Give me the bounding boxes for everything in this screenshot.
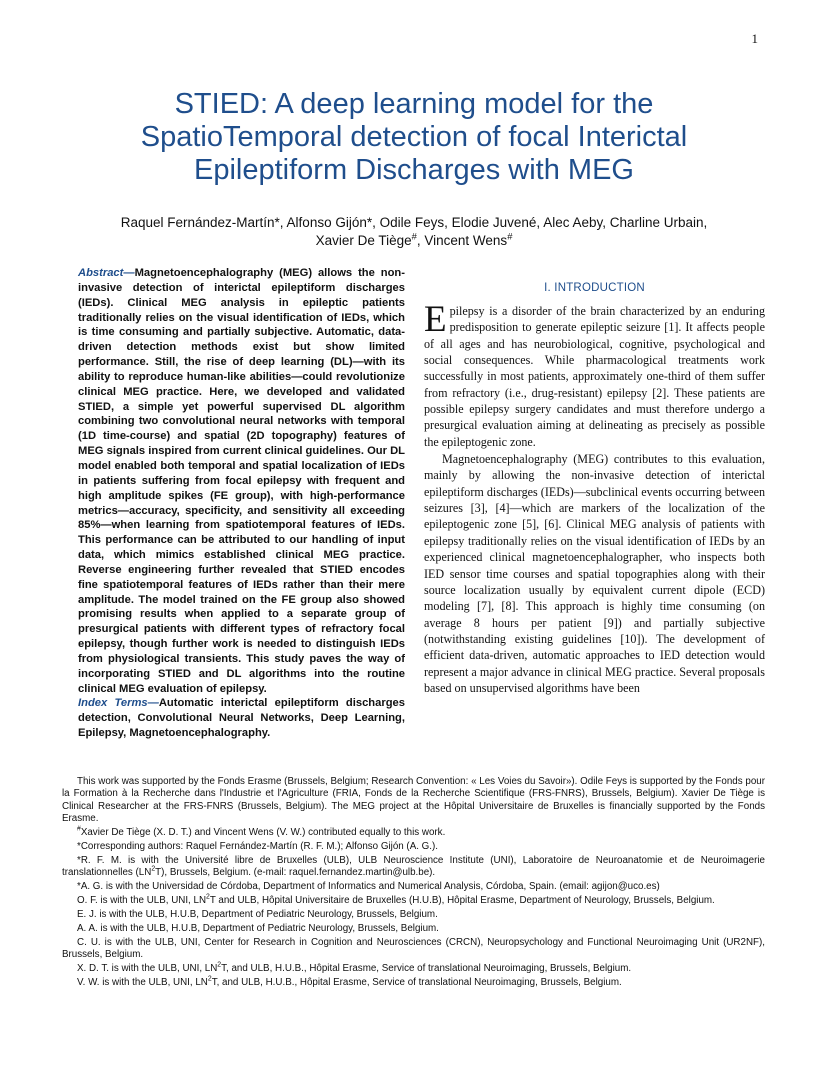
abstract: [78, 266, 405, 741]
footnote-affiliation-ag: *A. G. is with the Universidad de Córdoba, Department of Informatics and Numerical Analysis, Córdoba, Spain. (email: agijon@uco.es): [77, 881, 660, 893]
footnote-affiliation-cu: C. U. is with the ULB, UNI, Center for Research in Cognition and Neurosciences (CRCN), Neuropsychology and Functional Neuroimaging Unit (UR2NF), Brussels, Belgium.: [62, 936, 765, 961]
footnote-affiliation-ej: E. J. is with the ULB, H.U.B, Department of Pediatric Neurology, Brussels, Belgium.: [77, 909, 438, 921]
footnote-affiliation-xdt: [62, 963, 765, 975]
superscript: 2: [207, 975, 212, 983]
affiliation-text: T, and ULB, H.U.B., Hôpital Erasme, Service of translational Neuroimaging, Brussels, Belgium.: [211, 977, 622, 989]
footnote-affiliation-aa: A. A. is with the ULB, H.U.B, Department of Pediatric Neurology, Brussels, Belgium.: [77, 922, 439, 934]
title-line-1: STIED: A deep learning model for the: [174, 88, 654, 120]
page-number: 1: [751, 31, 758, 46]
abstract-text: Magnetoencephalography (MEG) allows the non-invasive detection of interictal epileptiform discharges (IEDs). Clinical MEG analysis in epileptic patients traditionally relies on the visual identification of IEDs, which is time consuming and partially subjective. Automatic, data-driven detection methods exist but show limited performance. Still, the rise of deep learning (DL)—with its ability to reproduce human-like abilities—could revolutionize clinical MEG practice. Here, we developed and validated STIED, a simple yet powerful supervised DL algorithm combining two convolutional neural networks with temporal (1D time-course) and spatial (2D topography) features of MEG signals inspired from current clinical guidelines. Our DL model enabled both temporal and spatial localization of IEDs in patients suffering from focal epilepsy with frequent and high amplitude spikes (FE group), with high-performance metrics—accuracy, specificity, and sensitivity all exceeding 85%—when learning from spatiotemporal features of IEDs. This performance can be attributed to our handling of input data, which mimics established clinical MEG practice. Reverse engineering further revealed that STIED encodes fine spatiotemporal features of IEDs rather than their mere amplitude. The model trained on the FE group also showed promising results when applied to a separate group of presurgical patients with different types of refractory focal epilepsy, though further work is needed to distinguish IEDs from physiological transients. This study paves the way of incorporating STIED and DL algorithms into the routine clinical MEG evaluation of epilepsy.: [78, 267, 405, 695]
drop-cap: E: [424, 299, 447, 340]
section-heading-introduction: I. INTRODUCTION: [544, 282, 645, 294]
affiliation-text: O. F. is with the ULB, UNI, LN: [77, 895, 207, 907]
footnote-equal-text: Xavier De Tiège (X. D. T.) and Vincent Wens (V. W.) contributed equally to this work.: [80, 827, 446, 839]
affiliation-text: *R. F. M. is with the Université libre de Bruxelles (ULB), ULB Neuroscience Institute (UNI), Laboratoire de Neuroanatomie et de Neuroimagerie translationnelles (LN: [62, 854, 765, 879]
affiliation-text: T and ULB, Hôpital Universitaire de Bruxelles (H.U.B), Hôpital Erasme, Department of Neurology, Brussels, Belgium.: [209, 895, 715, 907]
equal-contribution-mark: #: [77, 825, 81, 833]
superscript: 2: [206, 893, 210, 901]
affiliation-text: V. W. is with the ULB, UNI, LN: [77, 977, 208, 989]
footnote-equal-contribution: [62, 827, 765, 839]
author-vw: , Vincent Wens: [416, 233, 508, 248]
footnote-affiliation-vw: [62, 977, 765, 989]
superscript: 2: [217, 961, 222, 969]
intro-paragraph-2: Magnetoencephalography (MEG) contributes to this evaluation, mainly by allowing the non-invasive detection of interictal epileptiform discharges (IEDs)—subclinical events occurring between seizures [3], [4]—which are markers of the localization of the epileptogenic zone [5], [6]. Clinical MEG analysis of patients with epilepsy traditionally relies on the visual identification of IEDs by an experienced clinical magnetoencephalographer, who inspects both IED sensor time courses and spatial topographies along with their source localization usually by equivalent current dipole (ECD) modeling [7], [8]. This approach is highly time consuming (on average 8 hours per patient [9]) and partially subjective (notwithstanding existing guidelines [10]). The development of efficient data-driven, automatic approaches to IED detection would represent a major advance in clinical MEG practice. Several proposals based on unsupervised algorithms have been: [424, 452, 765, 695]
superscript: 2: [151, 866, 156, 874]
introduction-body: [424, 299, 765, 696]
author-list: [60, 214, 768, 250]
intro-paragraph-1-text: pilepsy is a disorder of the brain characterized by an enduring predisposition to generate epileptic seizure [1]. It affects people of all ages and has neurobiological, cognitive, psychological and social consequences. While pharmacological treatments work successfully in most patients, approximately one-third of them suffer from refractory (i.e., drug-resistant) epilepsy [2]. These patients are possible epilepsy surgery candidates and must therefore undergo a presurgical evaluation aiming at delineating as precisely as possible the epileptogenic zone.: [424, 304, 765, 449]
title-line-3: Epileptiform Discharges with MEG: [194, 154, 634, 186]
affiliation-text: X. D. T. is with the ULB, UNI, LN: [77, 963, 218, 975]
paper-title: [60, 88, 768, 187]
footnote-corresponding: *Corresponding authors: Raquel Fernández-Martín (R. F. M.); Alfonso Gijón (A. G.).: [77, 841, 439, 853]
author-xdt: Xavier De Tiège: [315, 233, 412, 248]
footnotes: [62, 776, 765, 990]
index-terms-label: Index Terms—: [78, 697, 159, 710]
equal-contribution-mark: #: [411, 231, 417, 243]
equal-contribution-mark: #: [507, 231, 513, 243]
affiliation-text: T), Brussels, Belgium. (e-mail: raquel.fernandez.martin@ulb.be).: [155, 867, 436, 879]
author-line-1: Raquel Fernández-Martín*, Alfonso Gijón*, Odile Feys, Elodie Juvené, Alec Aeby, Charline Urbain,: [120, 215, 708, 230]
abstract-paragraph: [78, 266, 405, 696]
author-line-2: [60, 232, 768, 250]
index-terms: [78, 696, 405, 741]
index-terms-text: Automatic interictal epileptiform discharges detection, Convolutional Neural Networks, Deep Learning, Epilepsy, Magnetoencephalography.: [78, 697, 405, 740]
footnote-affiliation-of: [62, 895, 765, 907]
title-line-2: SpatioTemporal detection of focal Interictal: [140, 121, 688, 153]
intro-paragraph-1: [424, 299, 765, 450]
affiliation-text: T, and ULB, H.U.B., Hôpital Erasme, Service of translational Neuroimaging, Brussels, Belgium.: [221, 963, 632, 975]
abstract-label: Abstract—: [78, 267, 135, 279]
footnote-funding: This work was supported by the Fonds Erasme (Brussels, Belgium; Research Convention: « Les Voies du Savoir»). Odile Feys is supported by the Fonds pour la Formation à la Recherche dans l'Industrie et l'Agriculture (FRIA, Fonds de la Recherche Scientifique (FRS-FNRS), Brussels, Belgium). Xavier De Tiège is Clinical Researcher at the FRS-FNRS (Brussels, Belgium). The MEG project at the Hôpital Universitaire de Bruxelles is financially supported by the Fonds Erasme.: [62, 776, 765, 825]
footnote-affiliation-rfm: [62, 855, 765, 880]
